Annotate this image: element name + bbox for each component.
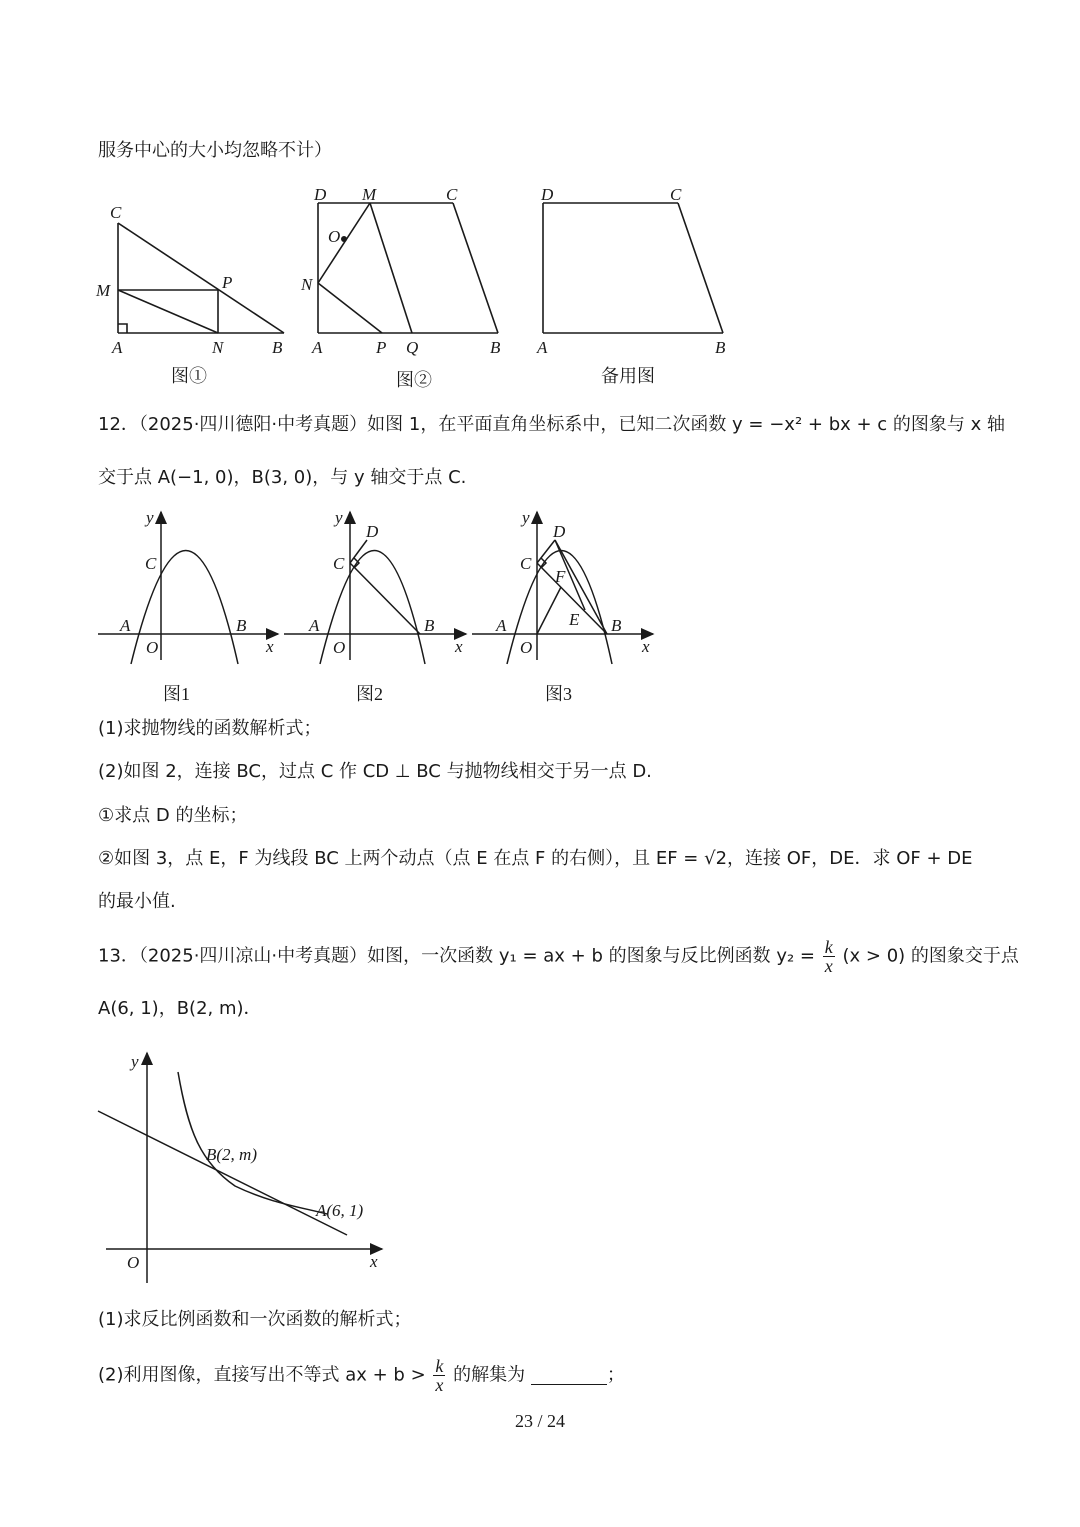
q12-parabola-figures — [92, 505, 662, 670]
q13-part-2-end: ； — [606, 1364, 625, 1386]
g1-O: O — [146, 638, 159, 657]
q13-part-2-a: (2)利用图像，直接写出不等式 ax + b > — [98, 1364, 426, 1386]
graph3-caption: 图3 — [545, 684, 572, 704]
fig1-label-A: A — [112, 338, 123, 357]
fig1-label-N: N — [212, 338, 224, 357]
g1-C: C — [145, 554, 157, 573]
fig2-caption: 图② — [396, 370, 432, 390]
q13-line-1 — [98, 938, 1019, 975]
fig1-label-P: P — [222, 273, 233, 292]
fig1-label-B: B — [272, 338, 283, 357]
fig2-label-P: P — [376, 338, 387, 357]
g2-D: D — [366, 522, 379, 541]
linear-function-line — [98, 1111, 347, 1235]
q13-part-2-fraction — [433, 1357, 445, 1394]
g1-x: x — [266, 637, 274, 656]
fig3-label-A: A — [537, 338, 548, 357]
g1-y: y — [146, 508, 154, 527]
q13-part-1: (1)求反比例函数和一次函数的解析式； — [98, 1309, 412, 1330]
q13-line-2: A(6, 1)，B(2, m)． — [98, 998, 262, 1019]
fig2-label-M: M — [362, 185, 377, 204]
fig2-label-A: A — [312, 338, 323, 357]
q13-frac-num: k — [824, 937, 833, 957]
page-number: 23 / 24 — [514, 1411, 565, 1431]
q13-part-2-b: 的解集为 — [453, 1364, 526, 1386]
q13-B-label: B(2, m) — [206, 1145, 257, 1164]
g3-A: A — [496, 616, 507, 635]
q13-line-1-a: 13．（2025·四川凉山·中考真题）如图，一次函数 y₁ = ax + b 的图象与反比例函数 y₂ = — [98, 945, 816, 967]
q13-part2-frac-den: x — [435, 1375, 444, 1395]
g2-x: x — [455, 637, 463, 656]
graph1 — [98, 512, 278, 664]
q13-fraction — [823, 938, 835, 975]
q12-part-2a: ①求点 D 的坐标； — [98, 805, 248, 826]
figure-3-trapezoid — [543, 203, 723, 333]
fig1-label-M: M — [96, 281, 111, 300]
inverse-function-curve — [178, 1072, 327, 1214]
q12-part-2b-end: 的最小值. — [98, 891, 176, 912]
q13-line-1-b: (x > 0) 的图象交于点 — [842, 945, 1019, 967]
fig2-label-D: D — [314, 185, 327, 204]
q13-part-2 — [98, 1357, 625, 1394]
g2-B: B — [424, 616, 435, 635]
g3-y: y — [522, 508, 530, 527]
fig2-label-C: C — [446, 185, 458, 204]
fig2-label-Q: Q — [406, 338, 419, 357]
q12-part-2: (2)如图 2，连接 BC，过点 C 作 CD ⊥ BC 与抛物线相交于另一点 D. — [98, 761, 652, 782]
g2-A: A — [309, 616, 320, 635]
q12-line-1: 12．（2025·四川德阳·中考真题）如图 1，在平面直角坐标系中，已知二次函数 y = −x² + bx + c 的图象与 x 轴 — [98, 414, 1006, 435]
fig1-label-C: C — [110, 203, 122, 222]
g3-D: D — [553, 522, 566, 541]
q13-y-label: y — [131, 1052, 139, 1071]
g2-C: C — [333, 554, 345, 573]
q13-graph — [92, 1045, 402, 1285]
q13-O-label: O — [127, 1253, 140, 1272]
fig2-label-N: N — [301, 275, 313, 294]
fig3-label-D: D — [541, 185, 554, 204]
q13-x-label: x — [370, 1252, 378, 1271]
graph1-caption: 图1 — [163, 684, 190, 704]
g2-y: y — [335, 508, 343, 527]
q12-line-2: 交于点 A(−1, 0)，B(3, 0)，与 y 轴交于点 C. — [98, 467, 467, 488]
continued-text: 服务中心的大小均忽略不计） — [98, 140, 332, 161]
fig2-point-O — [341, 236, 347, 242]
g3-B: B — [611, 616, 622, 635]
g3-E: E — [569, 610, 580, 629]
figure-2-trapezoid — [318, 203, 498, 333]
fig2-label-B: B — [490, 338, 501, 357]
g3-F: F — [555, 567, 566, 586]
graph2-caption: 图2 — [356, 684, 383, 704]
g3-x: x — [642, 637, 650, 656]
g1-B: B — [236, 616, 247, 635]
g2-O: O — [333, 638, 346, 657]
g3-O: O — [520, 638, 533, 657]
fig2-label-O: O — [328, 227, 341, 246]
answer-blank[interactable] — [531, 1366, 607, 1385]
figure-1-triangle — [118, 223, 284, 333]
q12-part-2b: ②如图 3，点 E，F 为线段 BC 上两个动点（点 E 在点 F 的右侧），且 EF = √2，连接 OF，DE．求 OF + DE — [98, 848, 973, 869]
q12-part-1: (1)求抛物线的函数解析式； — [98, 718, 322, 739]
fig1-caption: 图① — [171, 366, 207, 386]
fig3-label-B: B — [715, 338, 726, 357]
q13-frac-den: x — [824, 956, 833, 976]
g3-C: C — [520, 554, 532, 573]
g1-A: A — [120, 616, 131, 635]
fig3-caption: 备用图 — [601, 366, 655, 386]
q13-A-label: A(6, 1) — [316, 1201, 364, 1220]
q13-part2-frac-num: k — [435, 1356, 444, 1376]
fig3-label-C: C — [670, 185, 682, 204]
